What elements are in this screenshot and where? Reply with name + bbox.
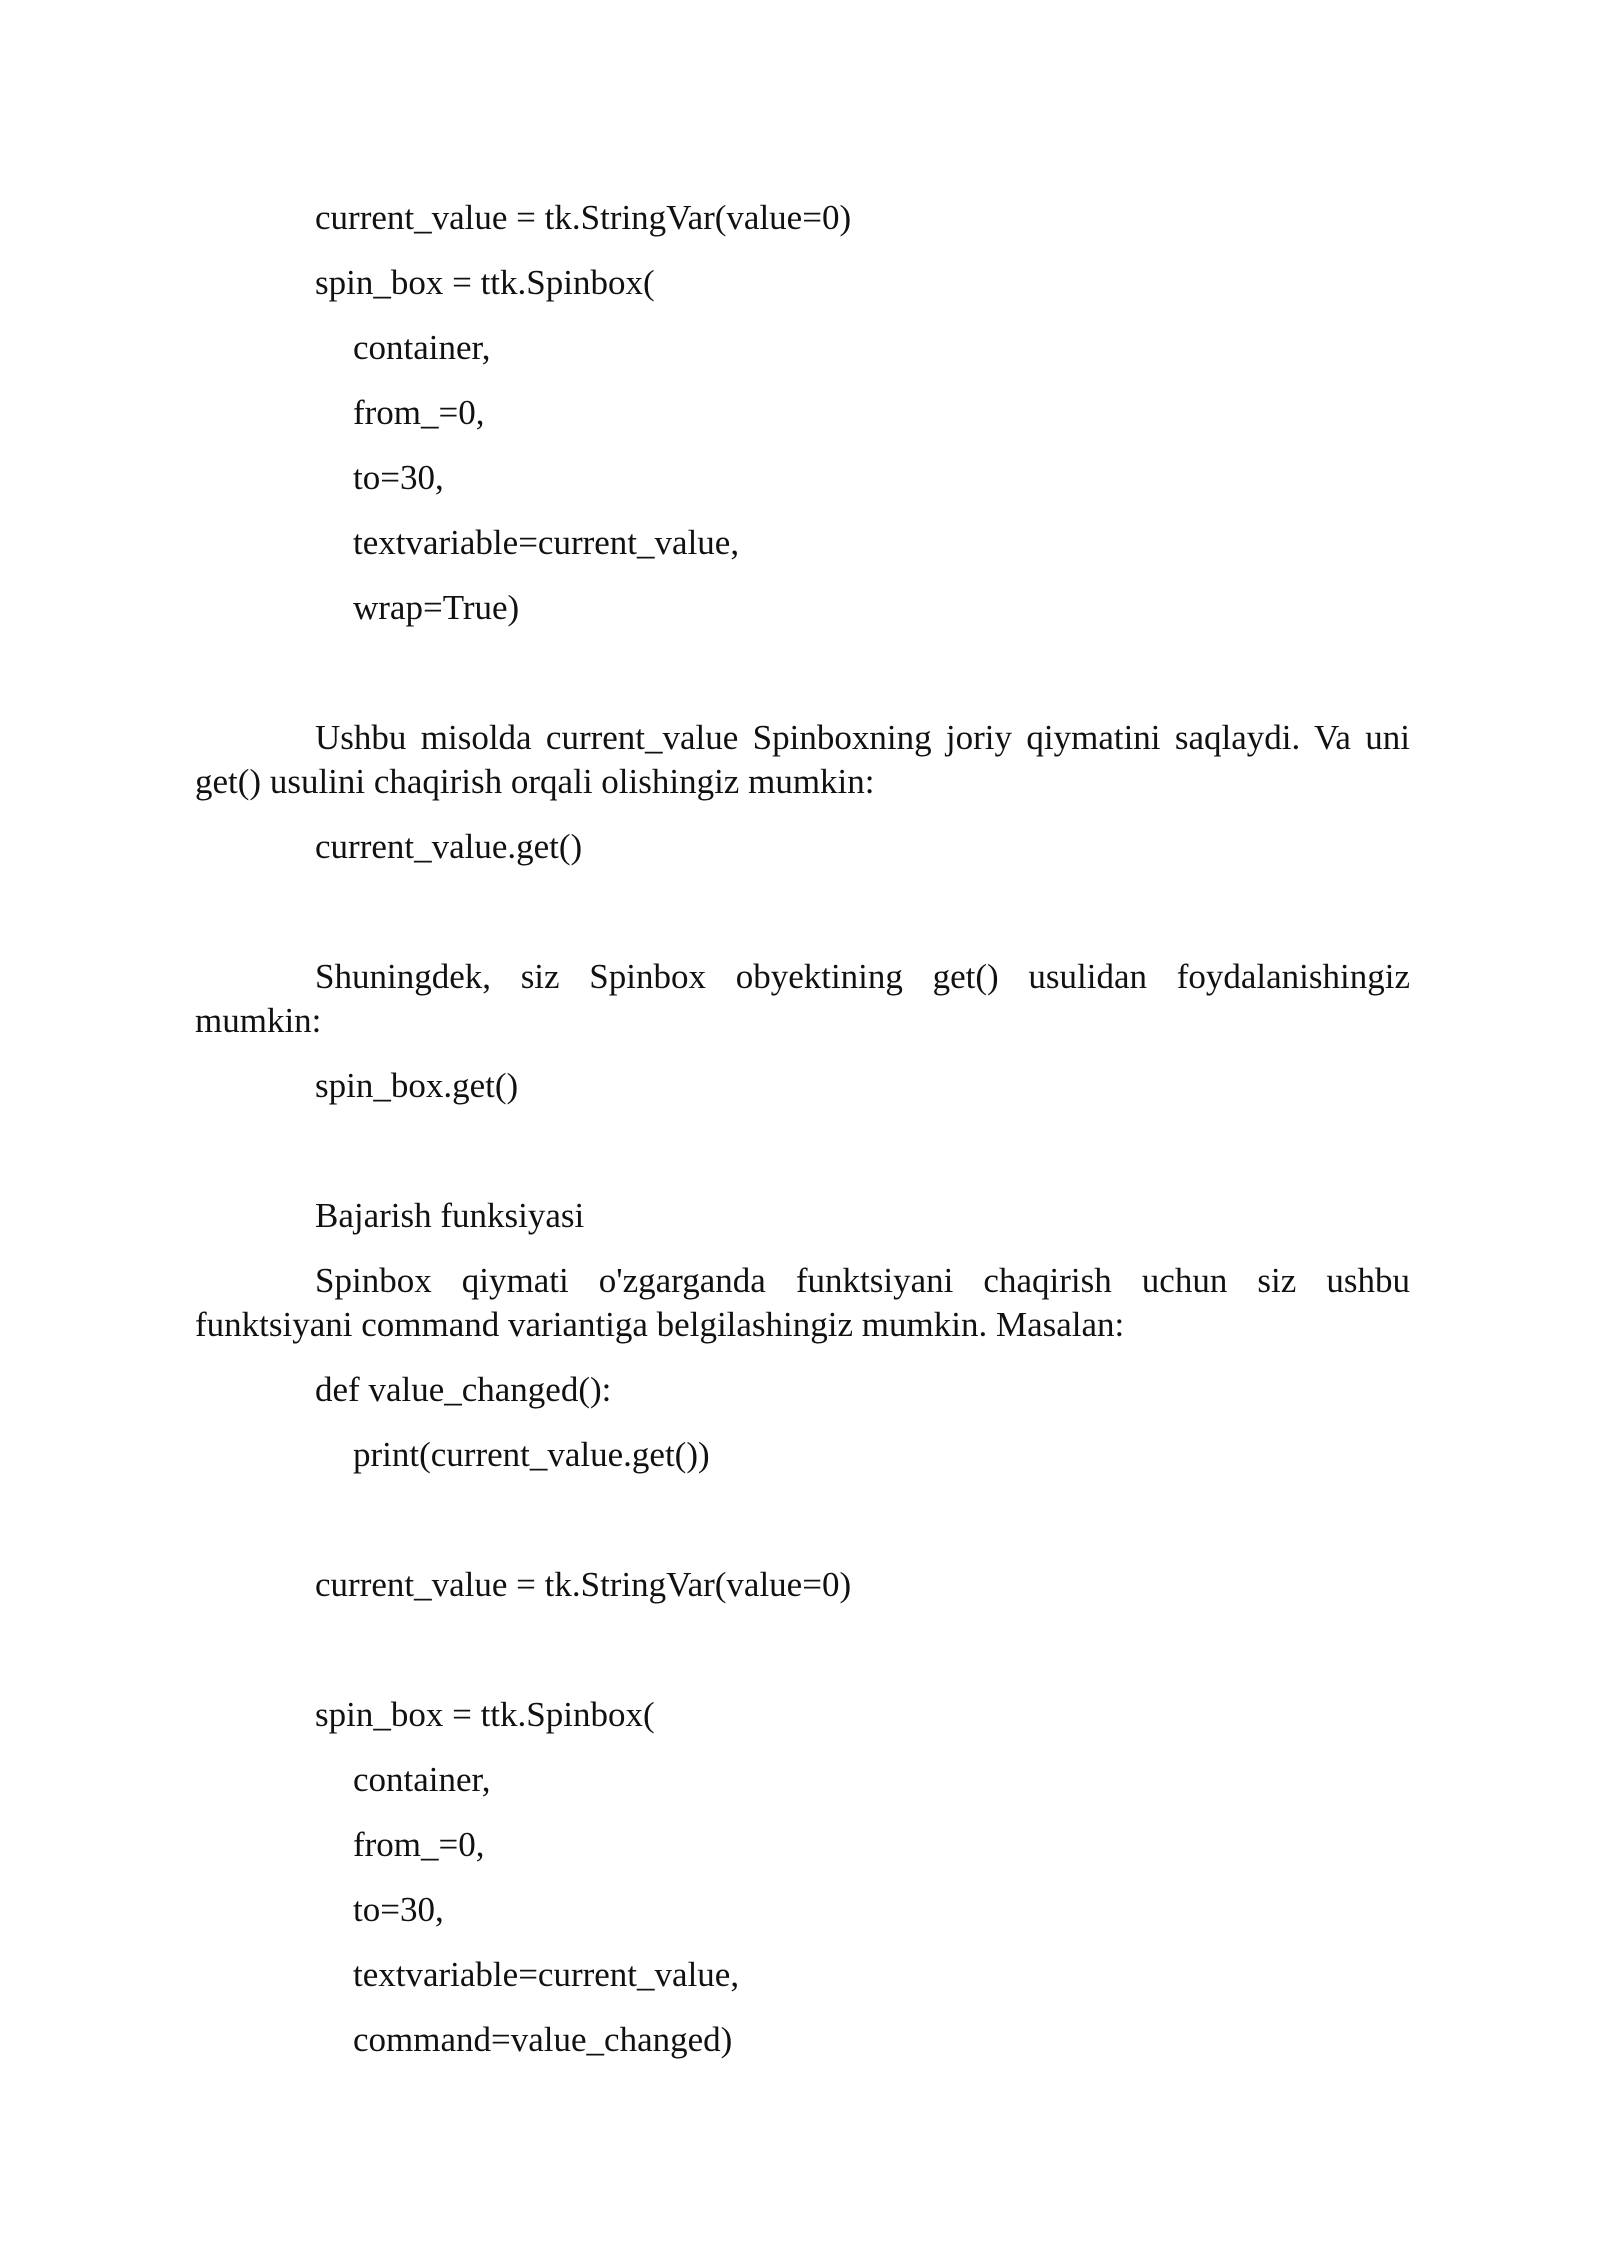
code-line: current_value.get(): [315, 827, 583, 866]
code-line: spin_box = ttk.Spinbox(: [315, 1695, 655, 1734]
code-line: textvariable=current_value,: [353, 523, 740, 562]
code-line: to=30,: [353, 1890, 444, 1929]
code-line: print(current_value.get()): [353, 1435, 710, 1474]
body-paragraph: Spinbox qiymati o'zgarganda funktsiyani chaqirish uchun siz ushbu funktsiyani command variantiga belgilashingiz mumkin. Masalan:: [195, 1261, 1410, 1344]
code-line: spin_box = ttk.Spinbox(: [315, 263, 655, 302]
code-line: spin_box.get(): [315, 1066, 519, 1105]
code-line: container,: [353, 1760, 491, 1799]
code-line: textvariable=current_value,: [353, 1955, 740, 1994]
code-line: from_=0,: [353, 393, 485, 432]
code-line: current_value = tk.StringVar(value=0): [315, 1565, 852, 1604]
code-line: wrap=True): [353, 588, 520, 627]
body-paragraph: Ushbu misolda current_value Spinboxning joriy qiymatini saqlaydi. Va uni get() usulini chaqirish orqali olishingiz mumkin:: [195, 718, 1410, 801]
code-line: current_value = tk.StringVar(value=0): [315, 198, 852, 237]
code-line: def value_changed():: [315, 1370, 612, 1409]
body-paragraph: Shuningdek, siz Spinbox obyektining get() usulidan foydalanishingiz mumkin:: [195, 957, 1410, 1040]
code-line: from_=0,: [353, 1825, 485, 1864]
code-line: command=value_changed): [353, 2020, 733, 2059]
code-line: container,: [353, 328, 491, 367]
code-line: to=30,: [353, 458, 444, 497]
section-heading: Bajarish funksiyasi: [315, 1196, 585, 1235]
